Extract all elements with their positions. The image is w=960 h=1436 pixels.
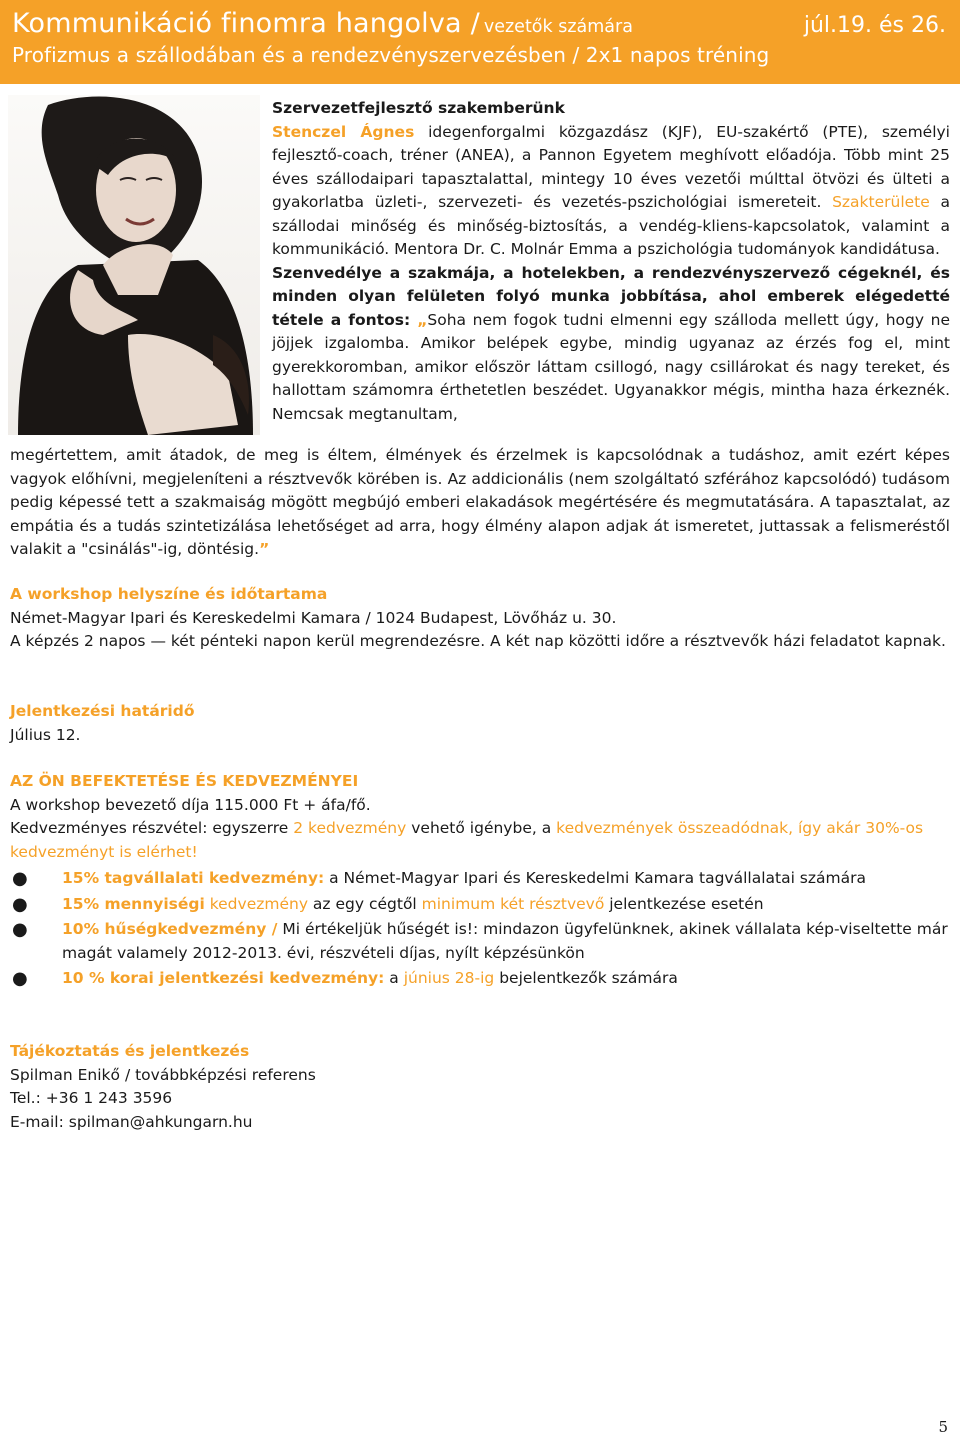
portrait-image (8, 95, 260, 435)
trainer-quote-cont: megértettem, amit átadok, de meg is éltem, élmények és érzelmek is kapcsolódnak a tudáshoz, amit ezért képes vagyok előhívni, megjeleníteni a résztvevők körében is. Az addicionális (nem szolgáltató szférához kapcsolódó) tudásom pedig képessé tett a szakmaiság mögött megbújó emberi elakadások megértésére és megmutatására. A tapasztalat, az empátia és a tudás szintetizálása lehetőséget ad arra, hogy élmény alapon adjak át ismeretet, juttassak a felismeréstől valakit a "csinálás"-ig, döntésig. (10, 446, 950, 558)
bullet-text-end: bejelentkezők számára (494, 969, 678, 987)
contact-section (10, 1040, 950, 1134)
contact-heading: Tájékoztatás és jelentkezés (10, 1042, 250, 1060)
contact-email[interactable]: E-mail: spilman@ahkungarn.hu (10, 1112, 253, 1131)
trainer-heading: Szervezetfejlesztő szakemberünk (272, 99, 565, 117)
header-title: Kommunikáció finomra hangolva / (12, 8, 480, 39)
bullet-accent: minimum két résztvevő (421, 894, 605, 913)
bullet-text: az egy cégtől (308, 894, 422, 913)
discount-text-c: vehető igénybe, a (406, 819, 557, 837)
investment-heading: AZ ÖN BEFEKTETÉSE ÉS KEDVEZMÉNYEI (10, 772, 359, 790)
investment-fee: A workshop bevezető díja 115.000 Ft + áfa/fő. (10, 795, 371, 814)
bullet-icon: ● (12, 868, 28, 889)
header-subtitle: Profizmus a szállodában és a rendezvényszervezésben / 2x1 napos tréning (12, 43, 770, 67)
venue-duration: A képzés 2 napos — két pénteki napon kerül megrendezésre. A két nap közötti időre a résztvevők házi feladatot kapnak. (10, 632, 946, 650)
venue-section (10, 583, 950, 654)
bullet-label: 15% mennyiségi (62, 894, 205, 913)
bullet-text: a (384, 969, 404, 987)
header-banner (0, 0, 960, 84)
bullet-text: Mi értékeljük hűségét is!: mindazon ügyfelünknek, akinek vállalata kép-viseltette már magát valamely 2012-2013. évi, részvételi díjas, nyílt képzésünkön (62, 920, 948, 962)
discount-text-b: 2 kedvezmény (293, 819, 407, 837)
bullet-accent: június 28-ig (403, 969, 495, 987)
bullet-icon: ● (12, 968, 28, 989)
bullet-label: 10 % korai jelentkezési kedvezmény: (62, 969, 385, 987)
bullet-label: 10% hűségkedvezmény / (62, 920, 278, 938)
trainer-field-label: Szakterülete (832, 193, 930, 211)
investment-section (10, 770, 950, 864)
trainer-portrait (8, 95, 260, 435)
bullet-text: a Német-Magyar Ipari és Kereskedelmi Kamara tagvállalatai számára (324, 869, 866, 887)
trainer-passion-bold: Szenvedélye a szakmája, a hotelekben, a rendezvényszervező cégeknél, és minden olyan felületen folyó munka jobbítása, ahol emberek elégedetté tétele a fontos: (272, 263, 950, 329)
venue-address: Német-Magyar Ipari és Kereskedelmi Kamara / 1024 Budapest, Lövőház u. 30. (10, 608, 617, 627)
trainer-intro (272, 121, 950, 262)
bullet-label: 15% tagvállalati kedvezmény: (62, 869, 325, 887)
header-dates: júl.19. és 26. (803, 13, 946, 38)
investment-discount (10, 817, 950, 864)
trainer-name: Stenczel Ágnes (272, 122, 415, 141)
contact-name: Spilman Enikő / továbbképzési referens (10, 1065, 316, 1084)
bullet-icon: ● (12, 919, 28, 940)
trainer-bio (272, 97, 950, 426)
bullet-text-end: jelentkezése esetén (604, 894, 764, 913)
trainer-quote-continued (10, 444, 950, 562)
venue-heading: A workshop helyszíne és időtartama (10, 585, 328, 603)
list-item (10, 967, 950, 991)
deadline-heading: Jelentkezési határidő (10, 702, 195, 720)
header-title-sub: vezetők számára (483, 17, 633, 37)
page-number: 5 (938, 1418, 948, 1436)
list-item (10, 867, 950, 891)
bullet-icon: ● (12, 893, 28, 915)
bullet-label-b: kedvezmény (204, 894, 308, 913)
deadline-value: Július 12. (10, 725, 81, 744)
trainer-quote: Soha nem fogok tudni elmenni egy szálloda mellett úgy, hogy ne jöjjek izgalomba. Amikor belépek egybe, mindig ugyanaz az érzés fog el, mint gyerekkoromban, amikor először láttam csillogó, nagy csillárokat és nagy tereket, és hallottam számomra érthetetlen beszédet. Ugyanakkor mégis, mintha haza érkeznék. Nemcsak megtanultam, (272, 310, 950, 423)
list-item (10, 918, 950, 965)
deadline-section (10, 700, 950, 747)
trainer-field-text: a szállodai minőség és minőség-biztosítás, a vendég-kliens-kapcsolatok, valamint a kommunikáció. Mentora Dr. C. Molnár Emma a pszichológia tudományok kandidátusa. (272, 193, 950, 258)
discount-text-d: kedvezmények összeadódnak, így akár 30%-os kedvezményt is elérhet! (10, 819, 924, 861)
list-item (10, 893, 950, 917)
quote-open-mark: „ (410, 310, 428, 329)
discount-text-a: Kedvezményes részvétel: egyszerre (10, 819, 294, 837)
contact-phone: Tel.: +36 1 243 3596 (10, 1089, 173, 1107)
quote-close-mark: ” (259, 540, 270, 558)
discount-list (10, 867, 950, 993)
trainer-passion (272, 262, 950, 427)
trainer-intro-text: idegenforgalmi közgazdász (KJF), EU-szakértő (PTE), személyi fejlesztő-coach, tréner (ANEA), a Pannon Egyetem meghívott előadója. Több mint 25 éves szállodaipari tapasztalattal, mintegy 10 éves vezetői múlttal ötvözi és ülteti a gyakorlatba üzleti-, szervezeti- és vezetés-pszichológiai ismereteit. (272, 122, 950, 211)
